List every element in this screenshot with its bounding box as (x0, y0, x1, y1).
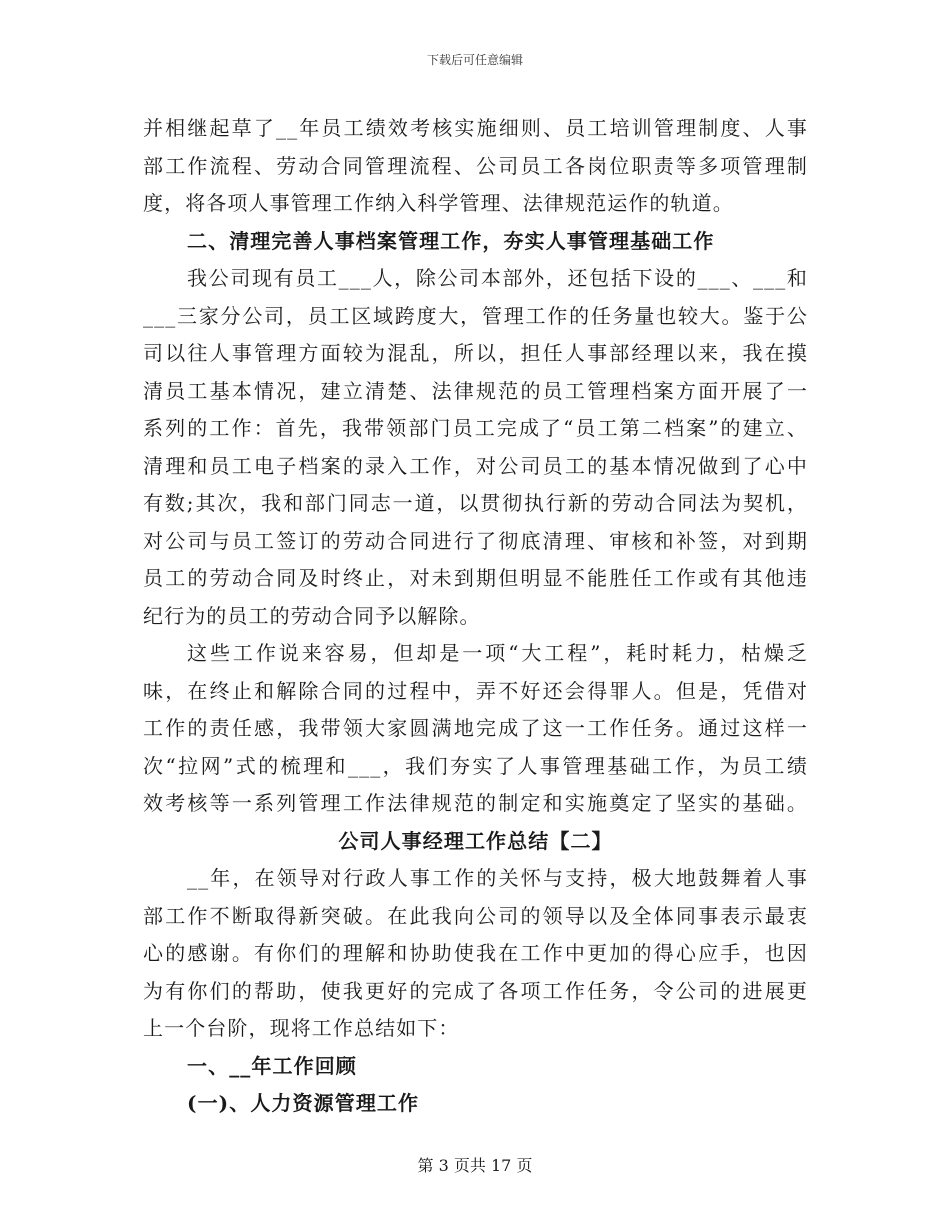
subsection-heading: (一)、人力资源管理工作 (187, 1091, 420, 1115)
paragraph-line: 味，在终止和解除合同的过程中，弄不好还会得罪人。但是，凭借对 (143, 678, 808, 703)
paragraph-line: 部工作流程、劳动合同管理流程、公司员工各岗位职责等多项管理制 (143, 153, 808, 178)
paragraph-line: 员工的劳动合同及时终止，对未到期但明显不能胜任工作或有其他违 (143, 566, 808, 590)
paragraph-line: 为有你们的帮助，使我更好的完成了各项工作任务，令公司的进展更 (143, 978, 808, 1003)
section-heading: 一、__年工作回顾 (187, 1053, 357, 1078)
paragraph-line: 对公司与员工签订的劳动合同进行了彻底清理、审核和补签，对到期 (143, 528, 808, 553)
paragraph-line: 度，将各项人事管理工作纳入科学管理、法律规范运作的轨道。 (143, 191, 734, 215)
paragraph-line: 纪行为的员工的劳动合同予以解除。 (143, 603, 481, 628)
paragraph-line: 我公司现有员工___人，除公司本部外，还包括下设的___、___和 (187, 266, 808, 290)
section-heading: 二、清理完善人事档案管理工作，夯实人事管理基础工作 (187, 228, 715, 253)
paragraph-line: 司以往人事管理方面较为混乱，所以，担任人事部经理以来，我在摸 (143, 341, 808, 365)
paragraph-line: 清理和员工电子档案的录入工作，对公司员工的基本情况做到了心中 (143, 453, 808, 478)
page-header: 下载后可任意编辑 (426, 53, 523, 67)
document-body (143, 110, 808, 1123)
page-footer: 第 3 页共 17 页 (417, 1156, 533, 1175)
paragraph-line: 部工作不断取得新突破。在此我向公司的领导以及全体同事表示最衷 (143, 903, 808, 928)
paragraph-line: 心的感谢。有你们的理解和协助使我在工作中更加的得心应手，也因 (143, 941, 808, 965)
paragraph-line: 工作的责任感，我带领大家圆满地完成了这一工作任务。通过这样一 (143, 716, 808, 740)
section-title: 公司人事经理工作总结【二】 (338, 828, 613, 853)
paragraph-line: 上一个台阶，现将工作总结如下： (143, 1016, 460, 1040)
paragraph-line: 次“拉网”式的梳理和___，我们夯实了人事管理基础工作，为员工绩 (143, 753, 808, 778)
paragraph-line: 有数;其次，我和部门同志一道，以贯彻执行新的劳动合同法为契机， (143, 491, 808, 515)
paragraph-line: 清员工基本情况，建立清楚、法律规范的员工管理档案方面开展了一 (143, 378, 808, 403)
paragraph-line: 系列的工作：首先，我带领部门员工完成了“员工第二档案”的建立、 (143, 416, 808, 440)
paragraph-line: __年，在领导对行政人事工作的关怀与支持，极大地鼓舞着人事 (187, 866, 808, 890)
paragraph-line: 效考核等一系列管理工作法律规范的制定和实施奠定了坚实的基础。 (143, 791, 808, 815)
paragraph-line: 并相继起草了__年员工绩效考核实施细则、员工培训管理制度、人事 (143, 116, 808, 140)
paragraph-line: ___三家分公司，员工区域跨度大，管理工作的任务量也较大。鉴于公 (143, 303, 808, 328)
paragraph-line: 这些工作说来容易，但却是一项“大工程”，耗时耗力，枯燥乏 (187, 641, 808, 665)
